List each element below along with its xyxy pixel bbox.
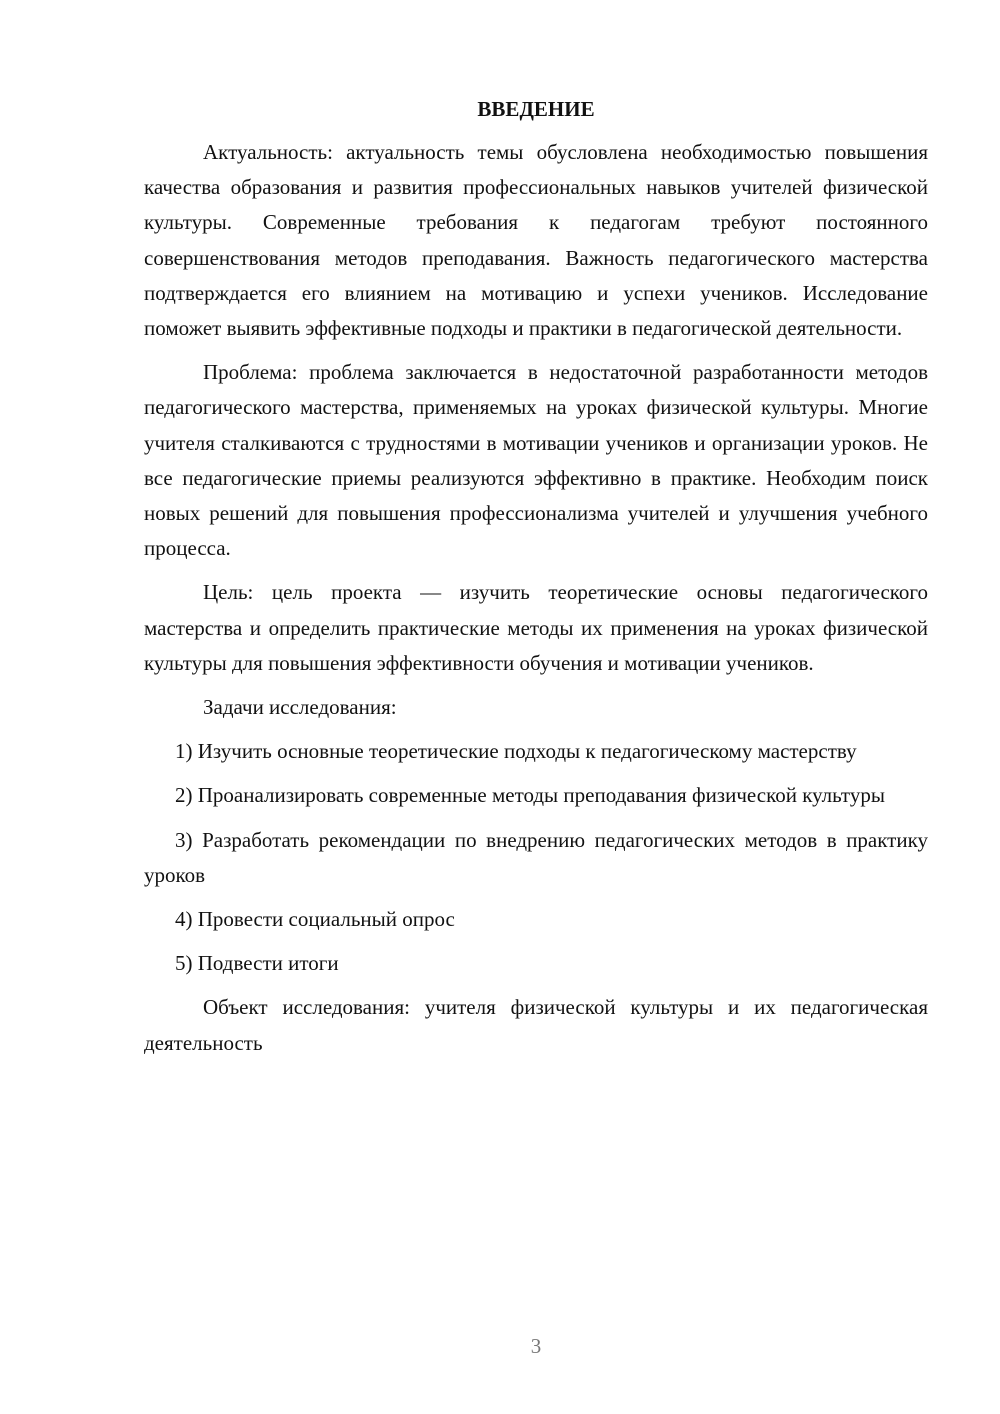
section-heading: ВВЕДЕНИЕ [477,97,595,121]
page-content [144,92,928,1070]
paragraph-problem: Проблема: проблема заключается в недостаточной разработанности методов педагогического мастерства, применяемых на уроках физической культуры. Многие учителя сталкиваются с трудностями в мотивации учеников и организации уроков. Не все педагогические приемы реализуются эффективно в практике. Необходим поиск новых решений для повышения профессионализма учителей и улучшения учебного процесса. [144,360,928,561]
page-number: 3 [530,1334,542,1358]
task-item-5: 5) Подвести итоги [175,951,339,976]
task-item-2: 2) Проанализировать современные методы преподавания физической культуры [175,783,885,808]
paragraph-relevance: Актуальность: актуальность темы обусловлена необходимостью повышения качества образования и развития профессиональных навыков учителей физической культуры. Современные требования к педагогам требуют постоянного совершенствования методов преподавания. Важность педагогического мастерства подтверждается его влиянием на мотивацию и успехи учеников. Исследование поможет выявить эффективные подходы и практики в педагогической деятельности. [144,140,928,341]
paragraph-object: Объект исследования: учителя физической культуры и их педагогическая деятельность [144,995,928,1055]
task-item-3: 3) Разработать рекомендации по внедрению педагогических методов в практику уроков [144,827,928,887]
paragraph-tasks-title: Задачи исследования: [203,695,397,720]
task-item-1: 1) Изучить основные теоретические подходы к педагогическому мастерству [175,739,857,764]
task-item-4: 4) Провести социальный опрос [175,907,455,932]
paragraph-goal: Цель: цель проекта — изучить теоретические основы педагогического мастерства и определить практические методы их применения на уроках физической культуры для повышения эффективности обучения и мотивации учеников. [144,580,928,675]
